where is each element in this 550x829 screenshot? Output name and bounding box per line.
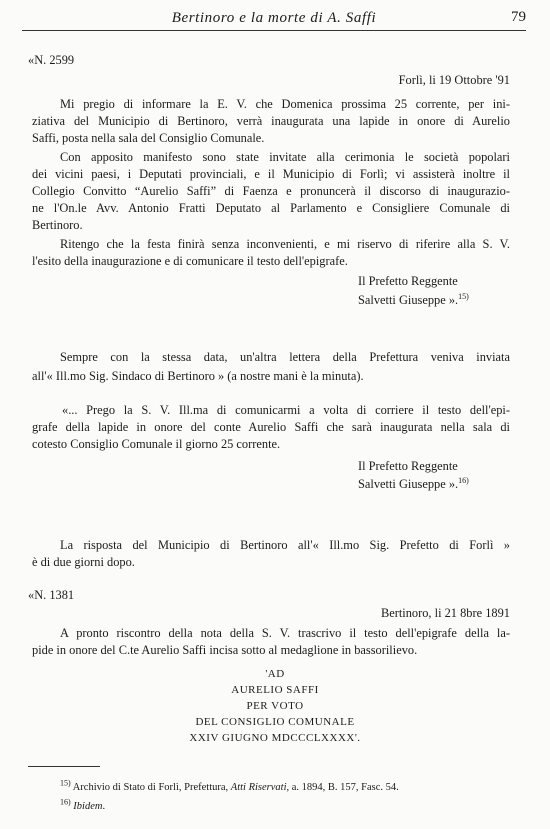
footnote-italic: Ibidem [73,801,103,812]
text-line: Collegio Convitto “Aurelio Saffi” di Faenza e pronuncerà il discorso di inaugurazio- [32,184,510,198]
text-line: Bertinoro. [32,218,83,232]
text-line: Saffi, posta nella sala del Consiglio Comunale. [32,131,265,145]
epigraph-line: AURELIO SAFFI [231,684,319,696]
text-line: pide in onore del C.te Aurelio Saffi incisa sotto al medaglione in bassorilievo. [32,643,418,657]
epigraph-line: DEL CONSIGLIO COMUNALE [195,716,355,728]
quote-line: cotesto Consiglio Comunale il giorno 25 corrente. [32,437,281,451]
signature-role: Il Prefetto Reggente [358,459,458,473]
quote-line: «... Prego la S. V. Ill.ma di comunicarmi a volta di corriere il testo dell'epi- [62,403,510,417]
footnote-ref: 15) [458,291,469,301]
text-line: ziativa del Municipio di Bertinoro, verrà inaugurata una lapide in onore di Aurelio [32,114,510,128]
text-line: ne l'On.le Avv. Antonio Fratti Deputato al Parlamento e Consigliere Comunale di [32,201,510,215]
running-title: Bertinoro e la morte di A. Saffi [171,10,377,26]
signature-name-text: Salvetti Giuseppe ». [358,293,459,307]
footnote [60,778,399,795]
document-number: «N. 2599 [28,53,75,67]
footnote-number: 15) [60,778,71,788]
text-line: Mi pregio di informare la E. V. che Domenica prossima 25 corrente, per ini- [60,97,510,111]
epigraph-line: PER VOTO [246,700,304,712]
epigraph-line: XXIV GIUGNO MDCCCLXXXX'. [189,732,361,744]
footnote-italic: Atti Riservati [230,782,287,793]
page-number: 79 [511,9,526,25]
quote-line: grafe della lapide in onore del conte Aurelio Saffi che sarà inaugurata nella sala di [32,420,510,434]
text-line: Con apposito manifesto sono state invitate alla cerimonia le società popolari [60,150,510,164]
place-date: Forlì, li 19 Ottobre '91 [398,73,510,87]
text-line: La risposta del Municipio di Bertinoro all'« Ill.mo Sig. Prefetto di Forlì » [60,538,510,552]
text-line: Sempre con la stessa data, un'altra lettera della Prefettura veniva inviata [60,350,510,364]
footnote-ref: 16) [458,475,469,485]
footnote-text: Archivio di Stato di Forlì, Prefettura, [72,782,231,793]
footnote-number: 16) [60,797,71,807]
signature-name [358,476,469,493]
text-line: è di due giorni dopo. [32,555,135,569]
footnote-rest: . [102,801,106,812]
signature-role: Il Prefetto Reggente [358,274,458,288]
place-date: Bertinoro, li 21 8bre 1891 [380,606,510,620]
text-line: dei vicini paesi, i Deputati provinciali, e il Municipio di Forlì; vi assisterà inoltre il [32,167,510,181]
footnote-rule [28,766,100,767]
running-header [22,6,526,31]
footnote [60,797,106,814]
signature-name-text: Salvetti Giuseppe ». [358,477,459,491]
text-line: all'« Ill.mo Sig. Sindaco di Bertinoro » (a nostre mani è la minuta). [32,369,364,383]
footnote-rest: , a. 1894, B. 157, Fasc. 54. [286,782,399,793]
text-line: Ritengo che la festa finirà senza inconvenienti, e mi riservo di riferire alla S. V. [60,237,510,251]
text-line: A pronto riscontro della nota della S. V. trascrivo il testo dell'epigrafe della la- [60,626,510,640]
epigraph-line: 'AD [265,668,285,680]
document-number: «N. 1381 [28,588,75,602]
text-line: l'esito della inaugurazione e di comunicare il testo dell'epigrafe. [32,254,348,268]
signature-name [358,292,469,309]
